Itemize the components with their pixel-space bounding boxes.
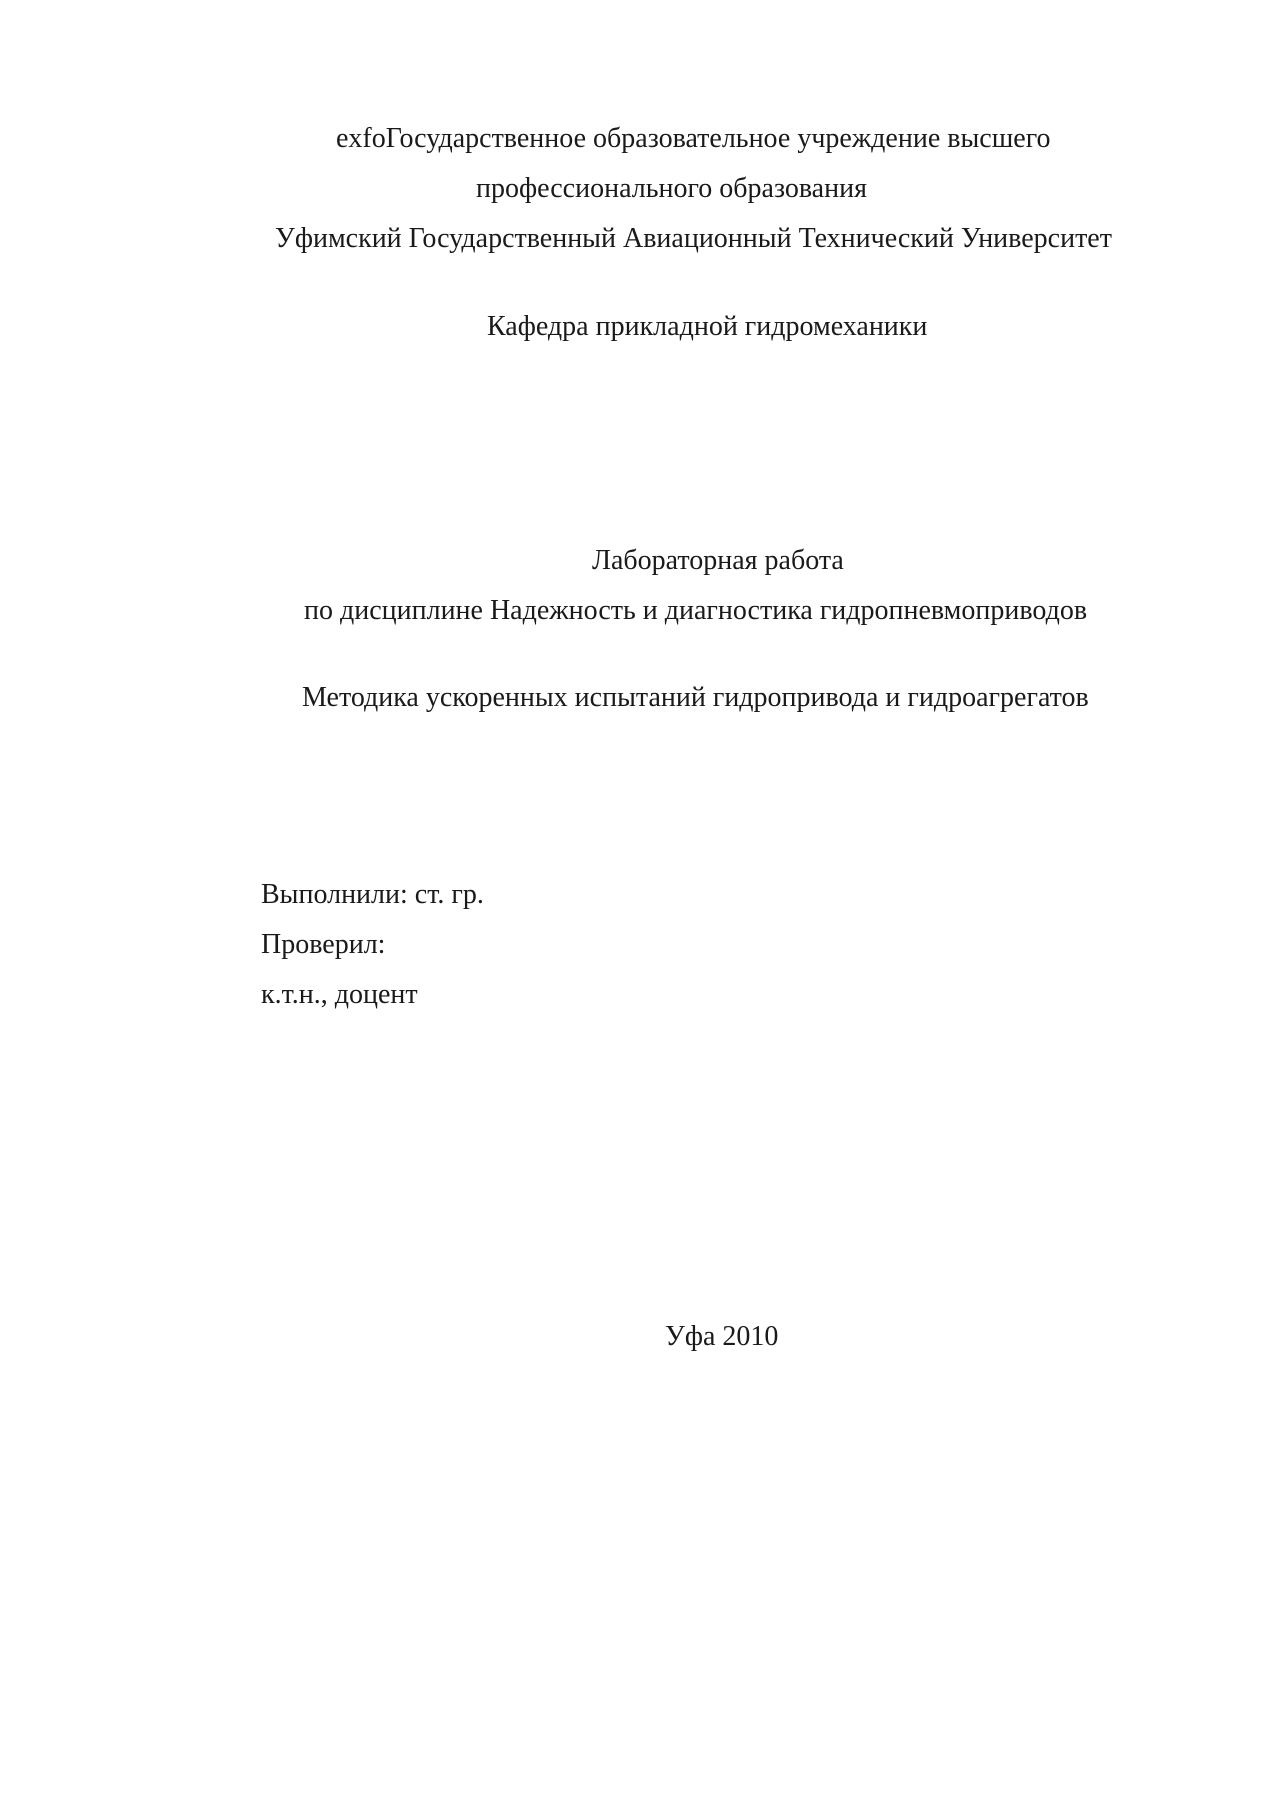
checked-by-label: Проверил: (261, 929, 386, 960)
university-name: Уфимский Государственный Авиационный Технический Университет (275, 223, 1112, 254)
institution-line-1: exfoГосударственное образовательное учреждение высшего (336, 123, 1051, 154)
discipline-line: по дисциплине Надежность и диагностика гидропневмоприводов (304, 595, 1088, 626)
work-topic: Методика ускоренных испытаний гидропривода и гидроагрегатов (302, 682, 1089, 713)
institution-line-2: профессионального образования (476, 173, 867, 204)
performed-by-label: Выполнили: ст. гр. (261, 879, 484, 910)
city-year: Уфа 2010 (665, 1321, 779, 1352)
work-type: Лабораторная работа (592, 545, 844, 576)
department-name: Кафедра прикладной гидромеханики (487, 311, 928, 342)
checker-title: к.т.н., доцент (261, 979, 418, 1010)
